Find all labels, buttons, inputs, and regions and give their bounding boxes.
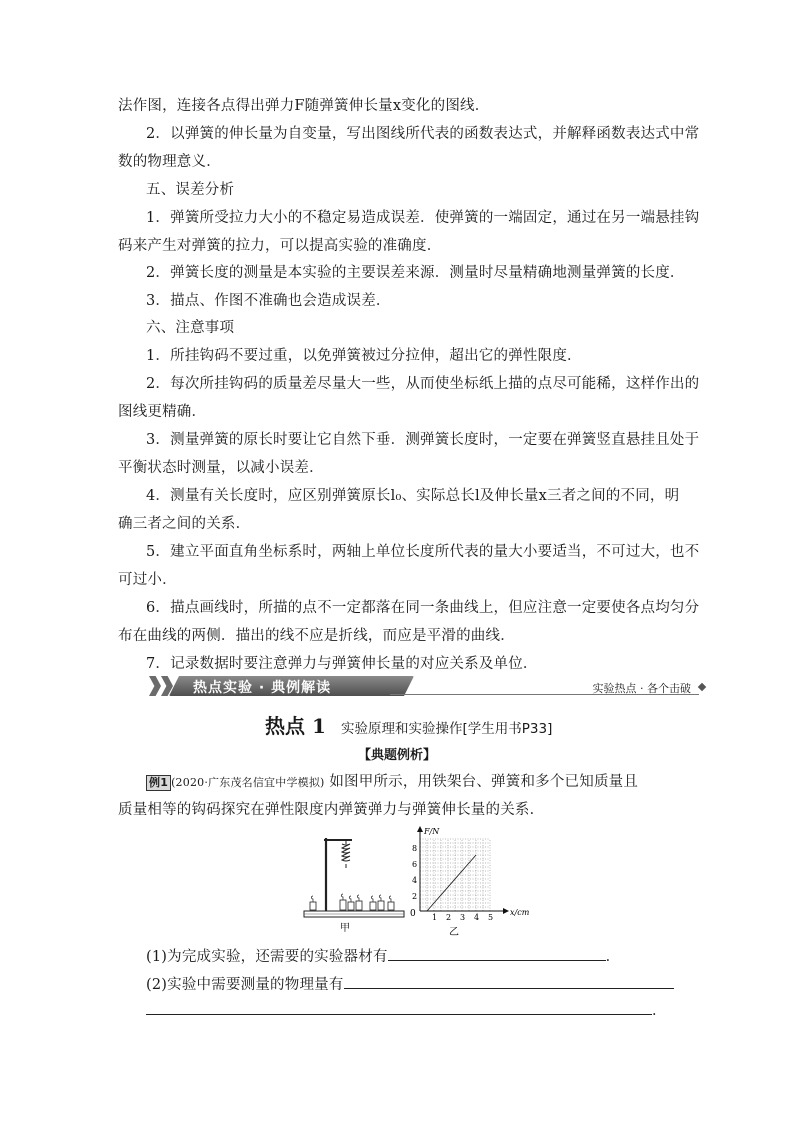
y-axis-label: F/N (424, 827, 440, 836)
paragraph: 3．测量弹簧的原长时要让它自然下垂．测弹簧长度时，一定要在弹簧竖直悬挂且处于 (146, 432, 700, 448)
paragraph: 确三者之间的关系． (118, 516, 251, 532)
diamond-icon (698, 683, 706, 691)
x-tick-label: 2 (446, 913, 452, 922)
paragraph: 1．弹簧所受拉力大小的不稳定易造成误差．使弹簧的一端固定，通过在另一端悬挂钩 (146, 210, 700, 226)
answer-blank[interactable] (344, 974, 674, 989)
y-tick-label: 2 (412, 892, 418, 901)
hotspot-title: 实验原理和实验操作[学生用书P33] (340, 721, 553, 737)
figure-label: 甲 (340, 923, 350, 934)
section-heading: 五、误差分析 (146, 182, 235, 198)
y-tick-label: 4 (412, 876, 418, 885)
paragraph: 质量相等的钩码探究在弹性限度内弹簧弹力与弹簧伸长量的关系． (118, 802, 545, 818)
paragraph: 布在曲线的两侧．描出的线不应是折线，而应是平滑的曲线． (118, 628, 515, 644)
question-line (146, 946, 620, 967)
hotspot-label: 热点 1 (265, 714, 326, 738)
origin-label: 0 (410, 909, 416, 919)
hotspot-heading (265, 710, 552, 739)
paragraph: 3．描点、作图不准确也会造成误差． (146, 293, 391, 309)
question-end: ． (605, 949, 621, 965)
apparatus-figure (300, 828, 410, 938)
example-text: 如图甲所示，用铁架台、弹簧和多个已知质量且 (329, 774, 639, 790)
question-line (146, 1000, 667, 1021)
paragraph: 2．弹簧长度的测量是本实验的主要误差来源．测量时尽量精确地测量弹簧的长度． (146, 265, 685, 281)
section-banner (145, 672, 705, 698)
x-tick-label: 3 (460, 913, 466, 922)
paragraph: 6．描点画线时，所描的点不一定都落在同一条曲线上，但应注意一定要使各点均匀分 (146, 600, 700, 616)
answer-blank[interactable] (388, 946, 606, 961)
chart-grid (420, 839, 490, 911)
answer-blank[interactable] (146, 1000, 652, 1015)
paragraph: 2．每次所挂钩码的质量差尽量大一些，从而使坐标纸上描的点尽可能稀，这样作出的 (146, 376, 700, 392)
chevron-icon (149, 676, 161, 696)
example-source: (2020·广东茂名信宜中学模拟) (171, 776, 325, 789)
paragraph: 可过小． (118, 572, 177, 588)
paragraph: 图线更精确． (118, 404, 207, 420)
paragraph: 4．测量有关长度时，应区别弹簧原长l₀、实际总长l及伸长量x三者之间的不同，明 (146, 488, 680, 504)
x-axis-label: x/cm (510, 908, 530, 917)
section-heading: 六、注意事项 (146, 320, 235, 336)
x-tick-label: 4 (474, 913, 480, 922)
paragraph: 法作图，连接各点得出弹力F随弹簧伸长量x变化的图线． (118, 98, 490, 114)
force-extension-chart (400, 824, 550, 942)
example-line (146, 772, 638, 793)
paragraph: 7．记录数据时要注意弹力与弹簧伸长量的对应关系及单位． (146, 656, 538, 672)
paragraph: 数的物理意义． (118, 154, 221, 170)
question-text: (1)为完成实验，还需要的实验器材有 (146, 949, 388, 965)
question-end: ． (652, 1003, 667, 1019)
x-axis-arrow-icon (503, 908, 509, 914)
x-tick-label: 5 (488, 913, 494, 922)
paragraph: 平衡状态时测量，以减小误差． (118, 460, 324, 476)
sub-title: 【典题例析】 (358, 748, 437, 763)
paragraph: 2．以弹簧的伸长量为自变量，写出图线所代表的函数表达式，并解释函数表达式中常 (146, 126, 700, 142)
data-line (427, 855, 476, 911)
y-tick-label: 6 (412, 860, 418, 869)
y-axis-arrow-icon (417, 826, 423, 832)
paragraph: 5．建立平面直角坐标系时，两轴上单位长度所代表的量大小要适当，不可过大，也不 (146, 544, 700, 560)
banner-title: 热点实验 · 典例解读 (193, 680, 332, 696)
example-badge: 例1 (146, 775, 171, 791)
paragraph: 1．所挂钩码不要过重，以免弹簧被过分拉伸，超出它的弹性限度． (146, 348, 582, 364)
x-tick-label: 1 (432, 913, 438, 922)
question-text: (2)实验中需要测量的物理量有 (146, 977, 344, 993)
figure-label: 乙 (449, 927, 459, 938)
y-tick-label: 8 (412, 844, 418, 853)
banner-subtitle: 实验热点 · 各个击破 (592, 682, 691, 695)
question-line (146, 974, 674, 995)
paragraph: 码来产生对弹簧的拉力，可以提高实验的准确度． (118, 238, 442, 254)
